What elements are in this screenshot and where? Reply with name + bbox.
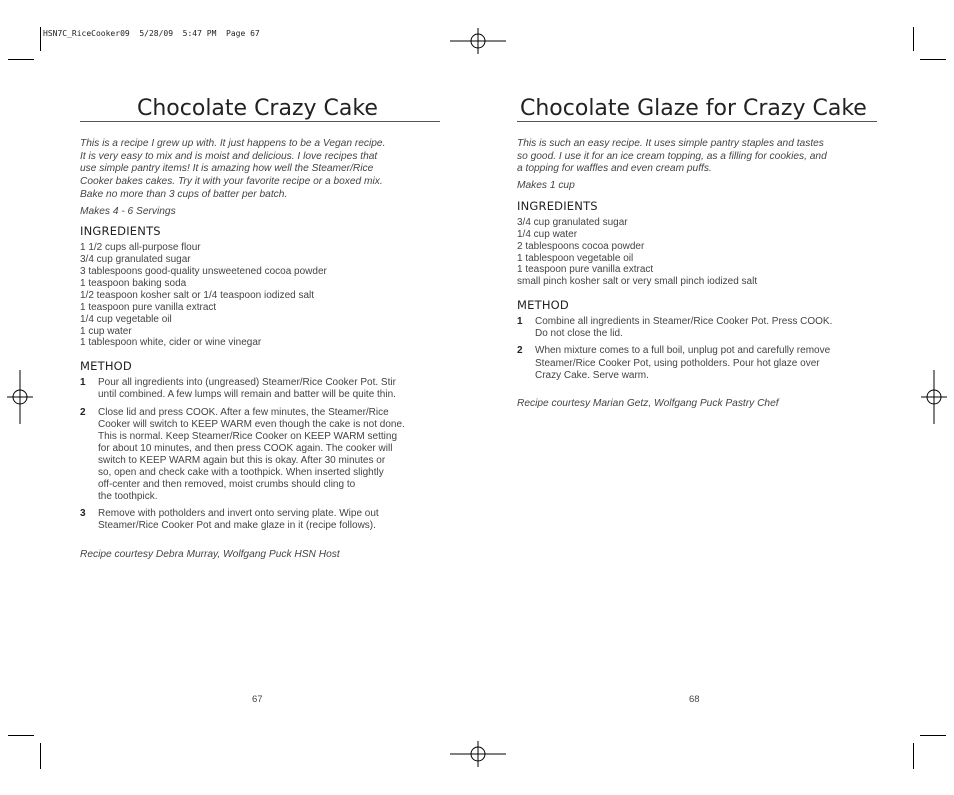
- ingredient-item: 2 tablespoons cocoa powder: [517, 240, 645, 252]
- method-steps: [517, 316, 877, 381]
- ingredient-item: 1 teaspoon pure vanilla extract: [80, 301, 217, 313]
- registration-mark-icon: [5, 370, 35, 424]
- crop-mark: [920, 59, 946, 60]
- crop-mark: [913, 27, 914, 51]
- crop-mark: [913, 743, 914, 769]
- ingredient-item: 1 tablespoon vegetable oil: [517, 252, 634, 264]
- step-line: so, open and check cake with a toothpick. When inserted slightly: [98, 467, 384, 479]
- method-step: [80, 407, 440, 504]
- method-step: [517, 345, 877, 381]
- method-heading: METHOD: [517, 298, 569, 313]
- registration-mark-icon: [450, 26, 506, 56]
- step-line: until combined. A few lumps will remain and batter will be quite thin.: [98, 389, 396, 401]
- step-line: Pour all ingredients into (ungreased) Steamer/Rice Cooker Pot. Stir: [98, 377, 396, 389]
- method-step: [517, 316, 877, 340]
- intro-line: so good. I use it for an ice cream topping, as a filling for cookies, and: [517, 150, 827, 162]
- ingredient-item: 1 tablespoon white, cider or wine vinegar: [80, 337, 262, 349]
- recipe-credit: Recipe courtesy Debra Murray, Wolfgang Puck HSN Host: [80, 548, 340, 560]
- method-step: [80, 377, 440, 401]
- ingredients-list: [80, 242, 440, 349]
- step-line: switch to KEEP WARM again but this is okay. After 30 minutes or: [98, 454, 386, 466]
- intro-line: a topping for waffles and even cream puffs.: [517, 163, 712, 175]
- intro-line: It is very easy to mix and is moist and delicious. I love recipes that: [80, 150, 378, 162]
- method-step: [80, 508, 440, 532]
- step-line: the toothpick.: [98, 491, 158, 503]
- left-page: [80, 97, 440, 561]
- step-number: 3: [80, 508, 86, 520]
- step-line: Remove with potholders and invert onto serving plate. Wipe out: [98, 508, 379, 520]
- step-line: Steamer/Rice Cooker Pot, using potholders. Pour hot glaze over: [535, 357, 820, 369]
- step-number: 2: [517, 345, 523, 357]
- step-line: off-center and then removed, moist crumbs should cling to: [98, 479, 356, 491]
- step-line: Combine all ingredients in Steamer/Rice Cooker Pot. Press COOK.: [535, 316, 833, 328]
- crop-mark: [40, 27, 41, 51]
- step-number: 1: [517, 316, 523, 328]
- step-line: Steamer/Rice Cooker Pot and make glaze in it (recipe follows).: [98, 520, 376, 532]
- ingredients-heading: INGREDIENTS: [517, 198, 598, 213]
- step-line: Crazy Cake. Serve warm.: [535, 369, 649, 381]
- ingredient-item: 1 teaspoon pure vanilla extract: [517, 264, 654, 276]
- recipe-credit: Recipe courtesy Marian Getz, Wolfgang Puck Pastry Chef: [517, 397, 779, 409]
- method-steps: [80, 377, 440, 532]
- recipe-title: [80, 97, 440, 122]
- ingredient-item: small pinch kosher salt or very small pinch iodized salt: [517, 276, 758, 288]
- ingredient-item: 1 teaspoon baking soda: [80, 277, 187, 289]
- intro-line: Bake no more than 3 cups of batter per batch.: [80, 188, 288, 200]
- step-line: for about 10 minutes, and then press COOK again. The cooker will: [98, 442, 393, 454]
- ingredient-item: 1/4 cup vegetable oil: [80, 313, 172, 325]
- recipe-title-text: Chocolate Glaze for Crazy Cake: [520, 96, 867, 121]
- intro-line: This is a recipe I grew up with. It just happens to be a Vegan recipe.: [80, 138, 386, 149]
- ingredients-heading: INGREDIENTS: [80, 224, 161, 239]
- crop-mark: [40, 743, 41, 769]
- ingredient-item: 3 tablespoons good-quality unsweetened cocoa powder: [80, 266, 327, 278]
- step-line: This is normal. Keep Steamer/Rice Cooker on KEEP WARM setting: [98, 430, 398, 442]
- registration-mark-icon: [919, 370, 949, 424]
- page-number: 67: [252, 694, 263, 705]
- ingredient-item: 1 1/2 cups all-purpose flour: [80, 242, 201, 254]
- recipe-intro: [517, 138, 877, 176]
- page-number: 68: [689, 694, 700, 705]
- yield-text: Makes 1 cup: [517, 180, 575, 192]
- step-line: Do not close the lid.: [535, 328, 623, 340]
- ingredient-item: 1/4 cup water: [517, 228, 578, 240]
- ingredient-item: 3/4 cup granulated sugar: [517, 216, 628, 228]
- registration-mark-icon: [450, 739, 506, 769]
- ingredient-item: 1/2 teaspoon kosher salt or 1/4 teaspoon iodized salt: [80, 289, 315, 301]
- intro-line: use simple pantry items! It is amazing how well the Steamer/Rice: [80, 163, 374, 175]
- crop-mark: [920, 735, 946, 736]
- yield-text: Makes 4 - 6 Servings: [80, 205, 176, 217]
- slug-line: HSN7C_RiceCooker09 5/28/09 5:47 PM Page 67: [43, 29, 260, 38]
- crop-mark: [8, 735, 34, 736]
- ingredient-item: 3/4 cup granulated sugar: [80, 254, 191, 266]
- crop-mark: [8, 59, 34, 60]
- step-line: Close lid and press COOK. After a few minutes, the Steamer/Rice: [98, 406, 389, 418]
- step-line: When mixture comes to a full boil, unplug pot and carefully remove: [535, 345, 831, 357]
- recipe-title-text: Chocolate Crazy Cake: [137, 96, 378, 121]
- step-number: 2: [80, 406, 86, 418]
- method-heading: METHOD: [80, 359, 132, 374]
- intro-line: Cooker bakes cakes. Try it with your favorite recipe or a boxed mix.: [80, 176, 383, 188]
- recipe-title: [517, 97, 877, 122]
- right-page: [517, 97, 877, 410]
- recipe-intro: [80, 138, 440, 202]
- step-line: Cooker will switch to KEEP WARM even though the cake is not done.: [98, 418, 405, 430]
- step-number: 1: [80, 377, 86, 389]
- intro-line: This is such an easy recipe. It uses simple pantry staples and tastes: [517, 138, 824, 149]
- ingredient-item: 1 cup water: [80, 325, 132, 337]
- ingredients-list: [517, 217, 877, 288]
